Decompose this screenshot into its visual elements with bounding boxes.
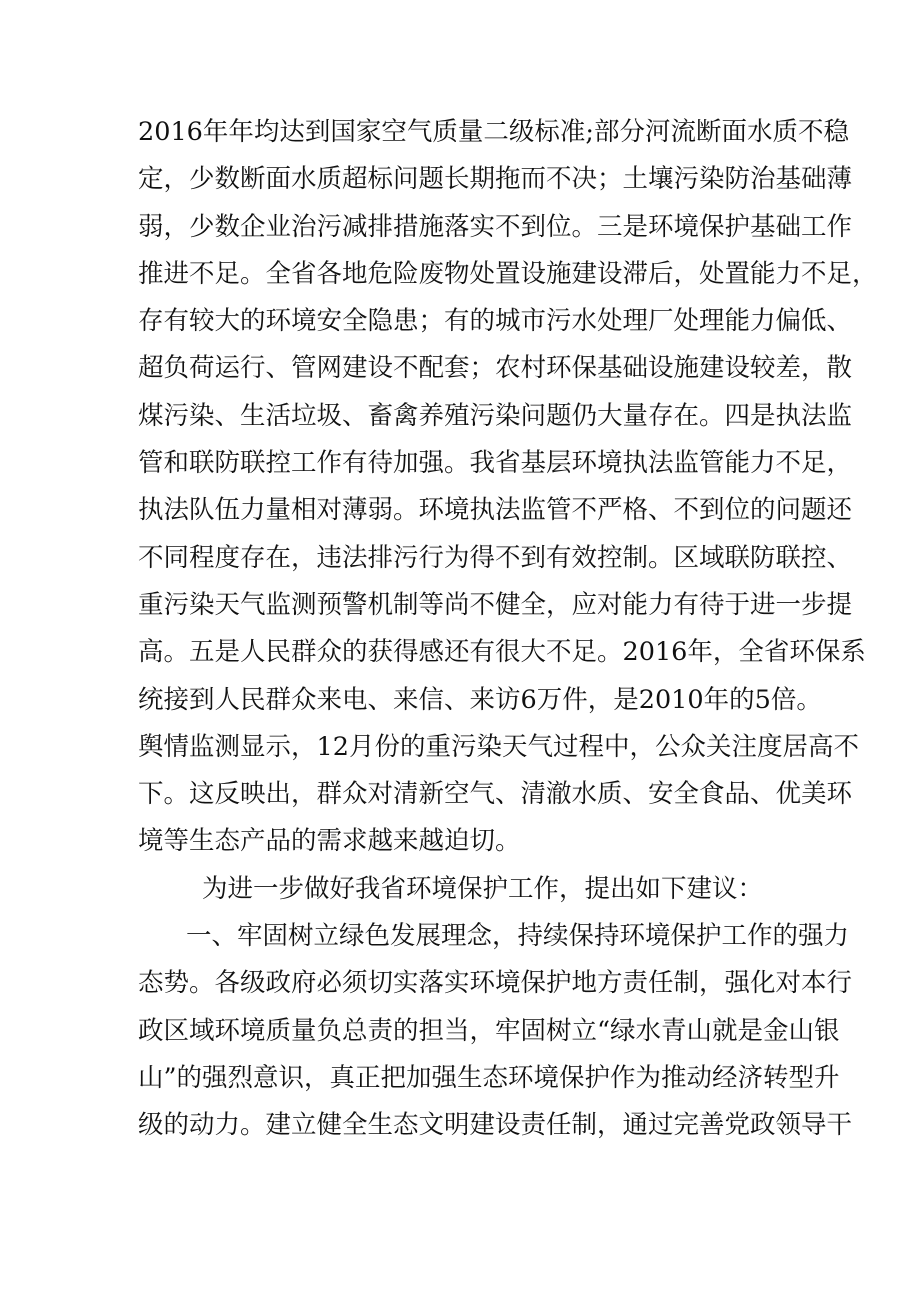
text-line: 舆情监测显示，12月份的重污染天气过程中，公众关注度居高不: [138, 731, 859, 762]
suggestion-intro-line: 为进一步做好我省环境保护工作，提出如下建议：: [202, 873, 764, 904]
text-line: 推进不足。全省各地危险废物处置设施建设滞后，处置能力不足，: [138, 258, 878, 289]
text-line: 下。这反映出，群众对清新空气、清澈水质、安全食品、优美环: [138, 779, 853, 810]
text-line: 态势。各级政府必须切实落实环境保护地方责任制，强化对本行: [138, 968, 853, 999]
text-line: 统接到人民群众来电、来信、来访6万件，是2010年的5倍。: [138, 684, 822, 715]
section-heading-line: 一、牢固树立绿色发展理念，持续保持环境保护工作的强力: [186, 921, 850, 952]
paragraph-end-line: 境等生态产品的需求越来越迫切。: [138, 826, 521, 857]
text-line: 存有较大的环境安全隐患；有的城市污水处理厂处理能力偏低、: [138, 306, 853, 337]
text-line: 高。五是人民群众的获得感还有很大不足。2016年，全省环保系: [138, 637, 866, 668]
text-line: 政区域环境质量负总责的担当，牢固树立“绿水青山就是金山银: [138, 1015, 840, 1046]
text-line: 管和联防联控工作有待加强。我省基层环境执法监管能力不足，: [138, 448, 853, 479]
text-line: 山”的强烈意识，真正把加强生态环境保护作为推动经济转型升: [138, 1062, 840, 1093]
text-line: 超负荷运行、管网建设不配套；农村环保基础设施建设较差，散: [138, 353, 853, 384]
text-line: 2016年年均达到国家空气质量二级标准;部分河流断面水质不稳: [138, 117, 849, 147]
text-line: 执法队伍力量相对薄弱。环境执法监管不严格、不到位的问题还: [138, 495, 853, 526]
text-line: 定，少数断面水质超标问题长期拖而不决；土壤污染防治基础薄: [138, 164, 853, 195]
text-line: 重污染天气监测预警机制等尚不健全，应对能力有待于进一步提: [138, 589, 853, 620]
text-line: 弱，少数企业治污减排措施落实不到位。三是环境保护基础工作: [138, 211, 853, 242]
text-line: 不同程度存在，违法排污行为得不到有效控制。区域联防联控、: [138, 542, 853, 573]
text-line: 级的动力。建立健全生态文明建设责任制，通过完善党政领导干: [138, 1110, 853, 1141]
text-line: 煤污染、生活垃圾、畜禽养殖污染问题仍大量存在。四是执法监: [138, 400, 853, 431]
body-text: [138, 109, 878, 1150]
